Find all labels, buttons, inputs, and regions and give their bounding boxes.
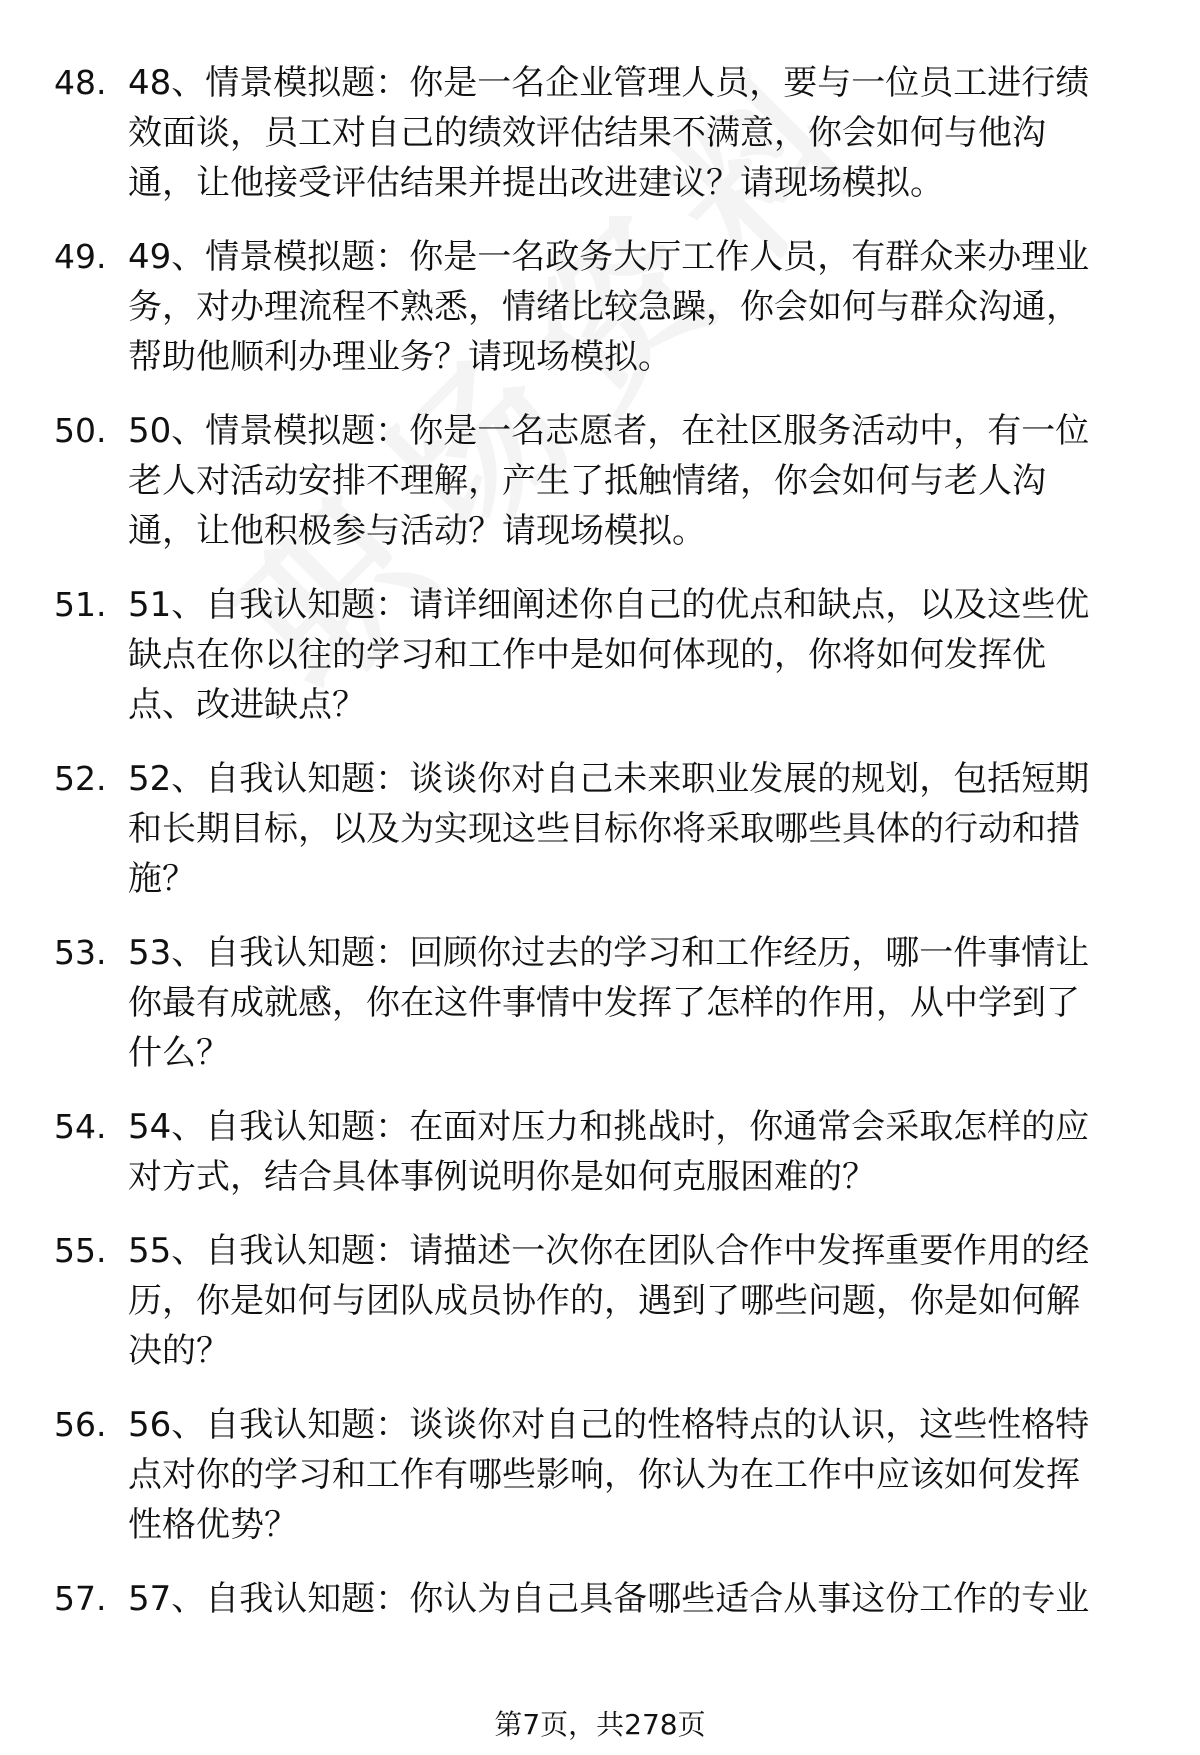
item-text: 57、自我认知题：你认为自己具备哪些适合从事这份工作的专业 (128, 1579, 1090, 1619)
item-text: 56、自我认知题：谈谈你对自己的性格特点的认识，这些性格特 点对你的学习和工作有哪些影响，你认为在工作中应该如何发挥 性格优势？ (128, 1405, 1090, 1545)
list-item (0, 406, 1200, 556)
item-number: 55. (54, 1231, 107, 1270)
item-number: 48. (54, 63, 107, 102)
page-footer: 第7页，共278页 (494, 1708, 706, 1741)
question-list (0, 58, 1200, 1648)
list-item (0, 232, 1200, 382)
list-item (0, 1400, 1200, 1550)
list-item (0, 1226, 1200, 1376)
item-text: 51、自我认知题：请详细阐述你自己的优点和缺点，以及这些优 缺点在你以往的学习和工作中是如何体现的，你将如何发挥优 点、改进缺点？ (128, 585, 1090, 725)
item-number: 50. (54, 411, 107, 450)
list-item (0, 58, 1200, 208)
item-text: 54、自我认知题：在面对压力和挑战时，你通常会采取怎样的应 对方式，结合具体事例说明你是如何克服困难的？ (128, 1107, 1090, 1197)
item-number: 56. (54, 1405, 107, 1444)
list-item (0, 928, 1200, 1078)
item-number: 53. (54, 933, 107, 972)
item-text: 49、情景模拟题：你是一名政务大厅工作人员，有群众来办理业 务，对办理流程不熟悉，情绪比较急躁，你会如何与群众沟通， 帮助他顺利办理业务？请现场模拟。 (128, 237, 1090, 377)
item-text: 52、自我认知题：谈谈你对自己未来职业发展的规划，包括短期 和长期目标，以及为实现这些目标你将采取哪些具体的行动和措 施？ (128, 759, 1090, 899)
list-item (0, 754, 1200, 904)
item-number: 51. (54, 585, 107, 624)
item-number: 52. (54, 759, 107, 798)
list-item (0, 580, 1200, 730)
item-number: 57. (54, 1579, 107, 1618)
item-number: 49. (54, 237, 107, 276)
list-item (0, 1574, 1200, 1624)
list-item (0, 1102, 1200, 1202)
item-text: 55、自我认知题：请描述一次你在团队合作中发挥重要作用的经 历，你是如何与团队成员协作的，遇到了哪些问题，你是如何解 决的？ (128, 1231, 1090, 1371)
item-text: 48、情景模拟题：你是一名企业管理人员，要与一位员工进行绩 效面谈，员工对自己的绩效评估结果不满意，你会如何与他沟 通，让他接受评估结果并提出改进建议？请现场模拟。 (128, 63, 1090, 203)
item-number: 54. (54, 1107, 107, 1146)
item-text: 50、情景模拟题：你是一名志愿者，在社区服务活动中，有一位 老人对活动安排不理解，产生了抵触情绪，你会如何与老人沟 通，让他积极参与活动？请现场模拟。 (128, 411, 1090, 551)
item-text: 53、自我认知题：回顾你过去的学习和工作经历，哪一件事情让 你最有成就感，你在这件事情中发挥了怎样的作用，从中学到了 什么？ (128, 933, 1090, 1073)
